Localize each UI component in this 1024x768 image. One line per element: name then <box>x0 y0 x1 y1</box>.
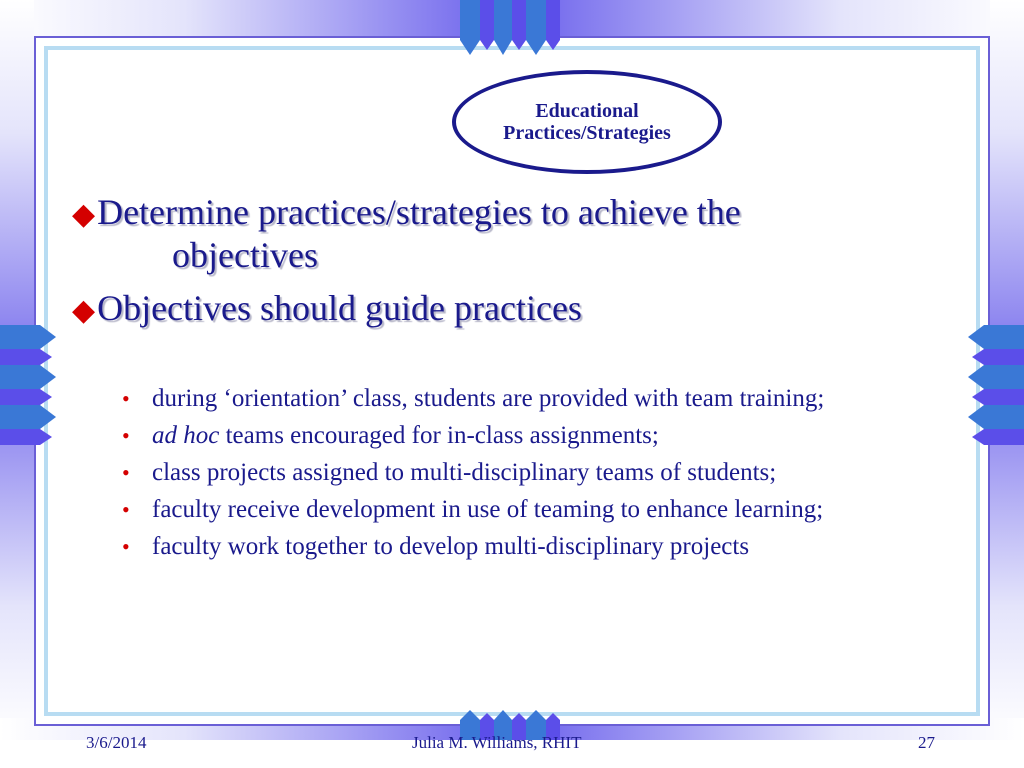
heading-point-2-text: Objectives should guide practices <box>97 288 582 328</box>
left-stripe-decoration <box>0 325 56 445</box>
bullet-text <box>152 417 980 454</box>
bullet-text-rest: teams encouraged for in-class assignments; <box>219 422 659 449</box>
bullet-dot-icon: • <box>122 534 130 559</box>
section-badge-line-2: Practices/Strategies <box>503 122 671 144</box>
bullet-text-italic: ad hoc <box>152 422 220 449</box>
bullet-text: class projects assigned to multi-disciplinary teams of students; <box>152 459 777 486</box>
footer-date: 3/6/2014 <box>86 733 147 752</box>
heading-point-1 <box>72 192 972 275</box>
bullet-item <box>120 491 972 528</box>
bullet-item <box>120 528 1012 565</box>
section-badge-line-1: Educational <box>535 100 639 122</box>
section-badge-oval <box>452 70 722 174</box>
bullet-item <box>120 454 922 491</box>
bullet-dot-icon: • <box>122 423 130 448</box>
diamond-icon: ◆ <box>72 198 96 231</box>
heading-point-1-line-2: objectives <box>172 235 318 275</box>
diamond-icon: ◆ <box>72 294 96 327</box>
heading-point-2 <box>72 288 972 331</box>
bullet-text: faculty work together to develop multi-disciplinary projects <box>152 533 750 560</box>
bullet-item <box>120 417 980 454</box>
bullet-dot-icon: • <box>122 497 130 522</box>
bullet-list <box>120 380 980 565</box>
footer-author: Julia M. Williams, RHIT <box>412 733 582 752</box>
heading-point-1-line-1: Determine practices/strategies to achieve the <box>97 192 741 232</box>
bullet-text: during ‘orientation’ class, students are provided with team training; <box>152 385 825 412</box>
footer-page-number: 27 <box>918 733 935 752</box>
bullet-item <box>120 380 972 417</box>
bullet-dot-icon: • <box>122 460 130 485</box>
bullet-text: faculty receive development in use of teaming to enhance learning; <box>152 496 824 523</box>
bullet-dot-icon: • <box>122 386 130 411</box>
top-stripe-decoration <box>460 0 560 62</box>
